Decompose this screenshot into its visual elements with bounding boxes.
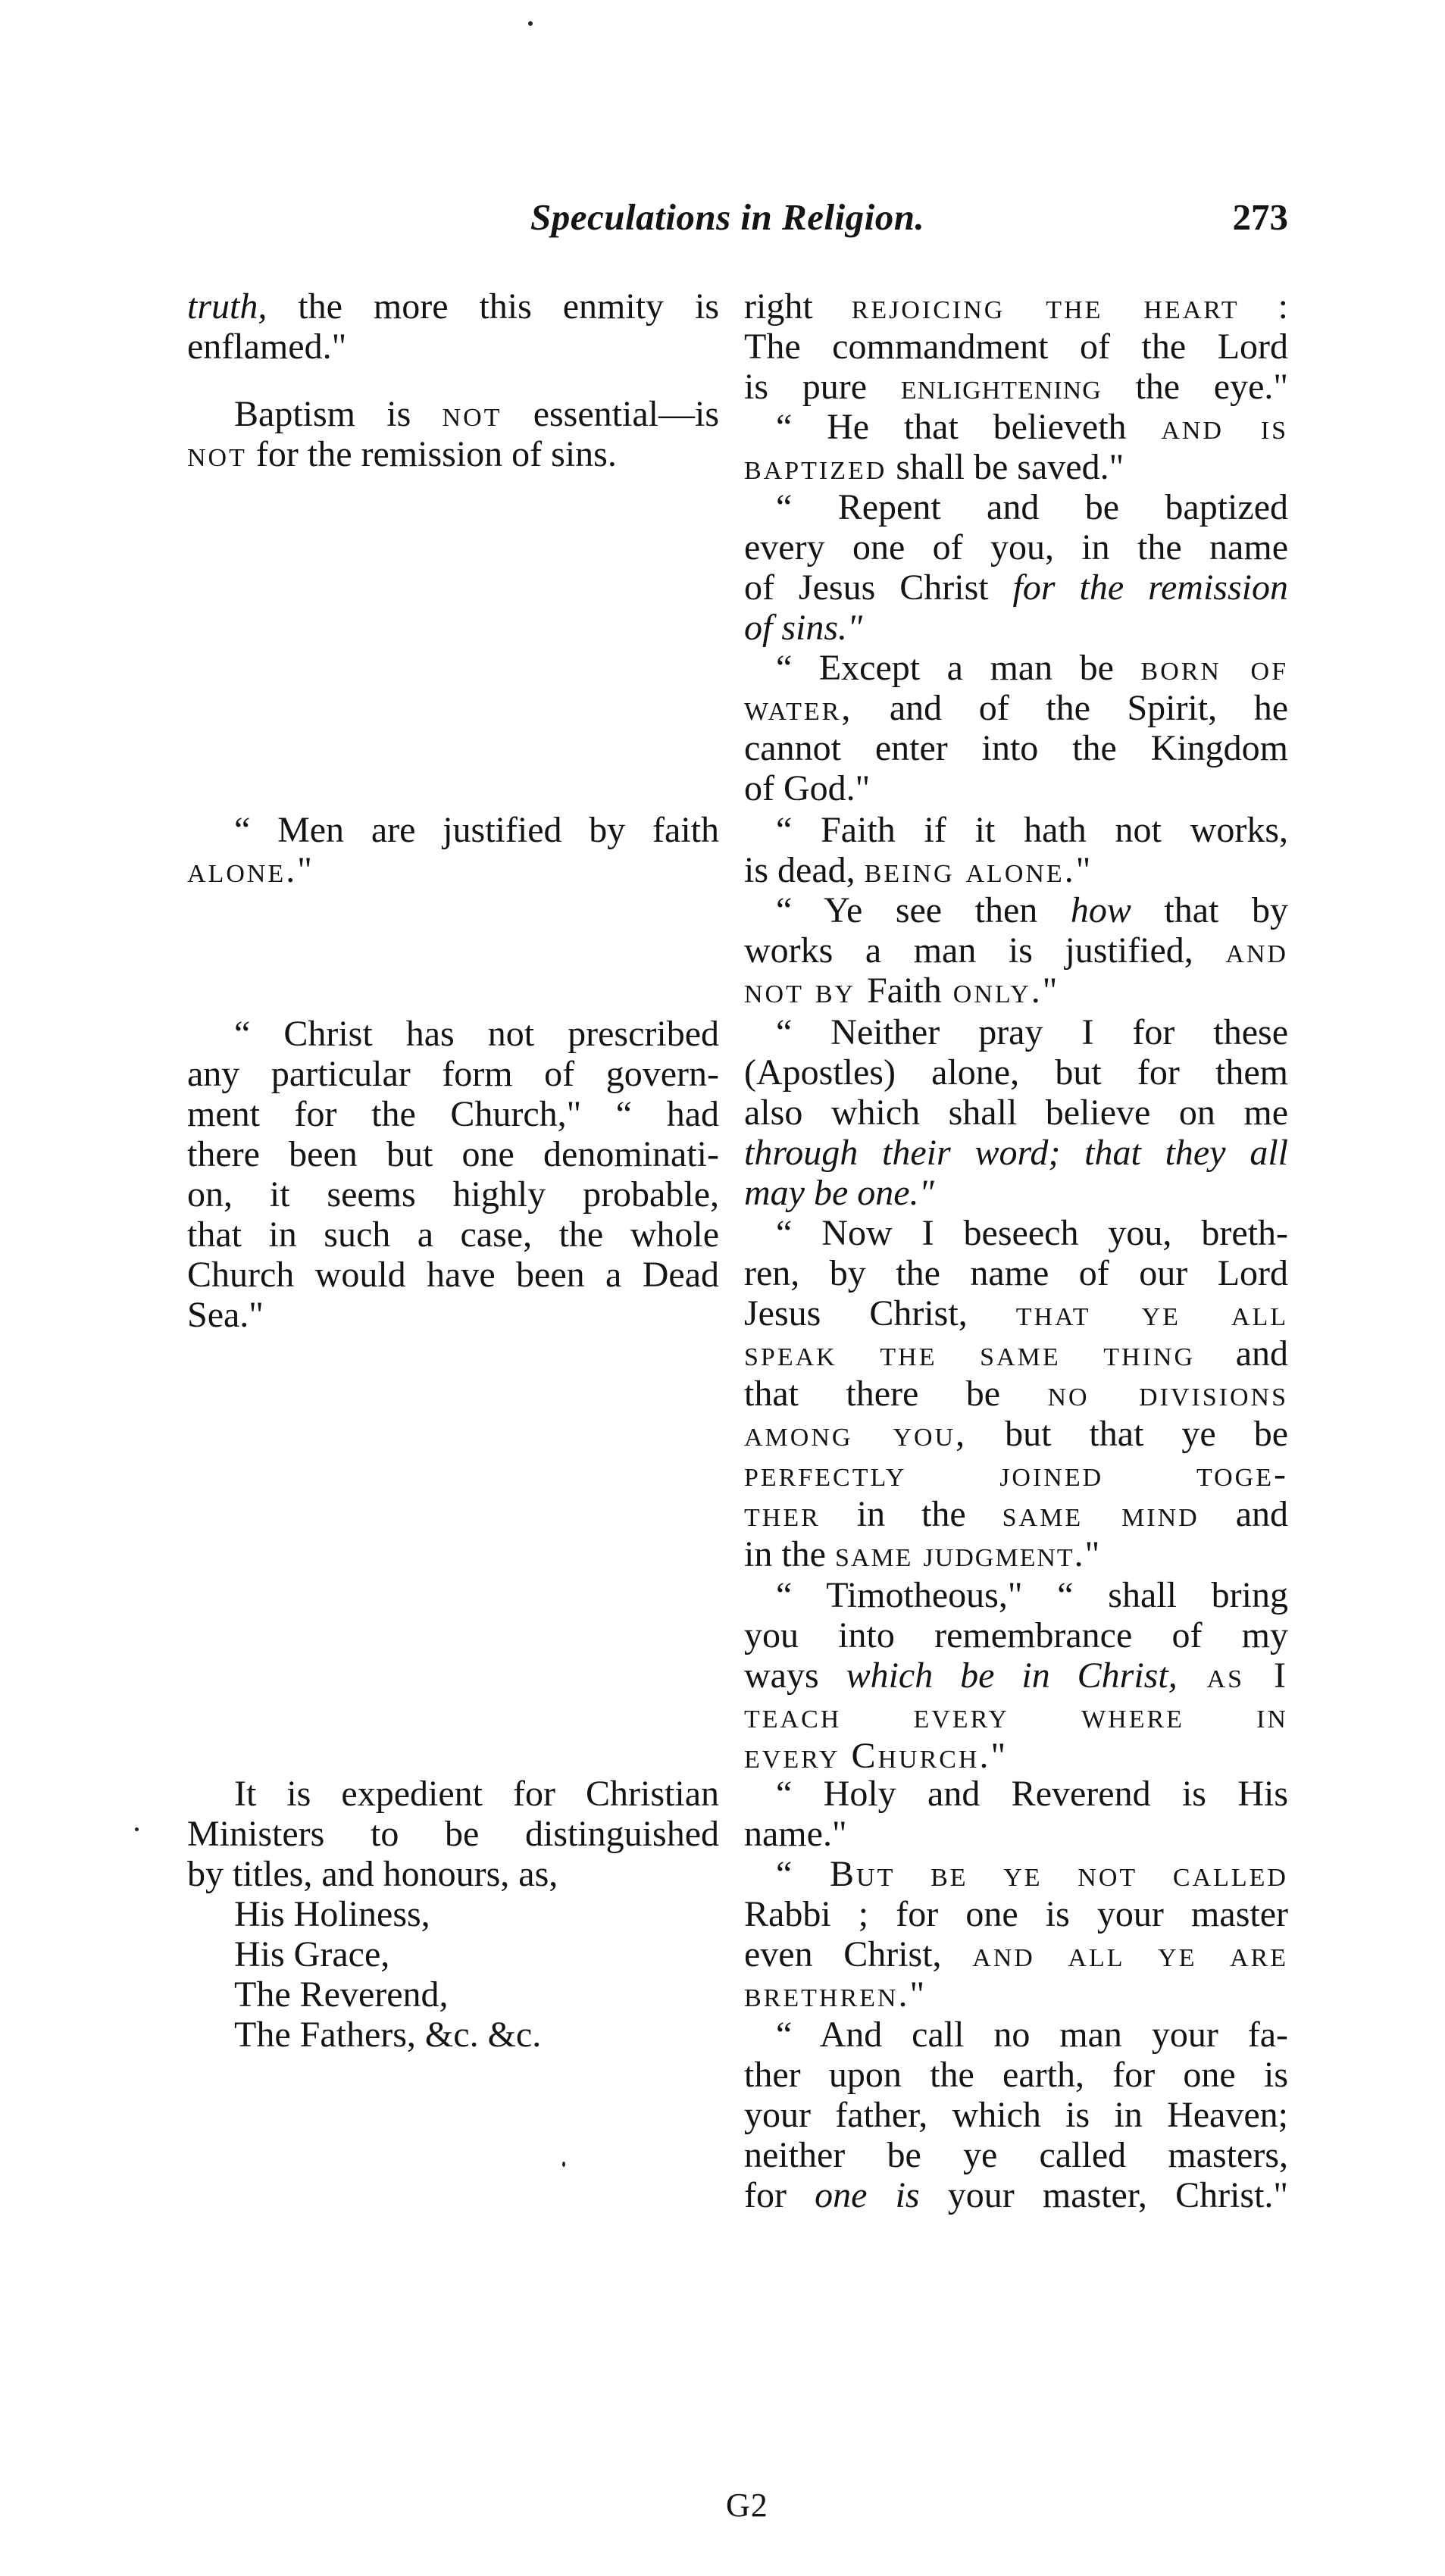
small-caps-text: only." xyxy=(941,971,1060,1011)
text-line: of sins." xyxy=(744,608,863,648)
right-paragraph-call-no-man xyxy=(744,2015,1288,2215)
small-caps-text: not by xyxy=(744,971,868,1011)
text-line xyxy=(744,367,1288,407)
text-line: neither be ye called masters, xyxy=(744,2135,1288,2175)
small-caps-text: every xyxy=(744,1736,852,1776)
text-line xyxy=(744,648,1288,688)
text-line xyxy=(744,1736,1288,1776)
text-line: enflamed." xyxy=(187,327,347,367)
text-line: “ Neither pray I for these xyxy=(776,1012,1288,1052)
plain-text: for xyxy=(744,2175,815,2215)
small-caps-text: speak the same thing xyxy=(744,1333,1196,1374)
text-line xyxy=(744,1414,1288,1454)
small-caps-text: among you, xyxy=(744,1414,968,1454)
page-header xyxy=(182,195,1288,249)
plain-text: that there be xyxy=(744,1374,1048,1414)
text-line: through their word; that they all xyxy=(744,1133,1288,1173)
text-line: “ Christ has not prescribed xyxy=(234,1014,719,1054)
plain-text: shall be saved." xyxy=(887,447,1124,487)
text-line: “ Timotheous," “ shall bring xyxy=(776,1575,1288,1615)
text-line xyxy=(744,971,1288,1011)
text-line xyxy=(744,1655,1288,1696)
titles-list xyxy=(187,1894,719,2055)
list-item: The Fathers, &c. &c. xyxy=(234,2015,542,2055)
text-line: that in such a case, the whole xyxy=(187,1215,719,1255)
text-line: ther upon the earth, for one is xyxy=(744,2055,1288,2095)
left-paragraph-enmity xyxy=(187,286,719,367)
text-line: “ And call no man your fa- xyxy=(776,2015,1288,2055)
text-line xyxy=(744,688,1288,728)
right-paragraph-faith-works xyxy=(744,810,1288,890)
text-line: (Apostles) alone, but for them xyxy=(744,1052,1288,1093)
plain-text: essential—is xyxy=(502,394,719,434)
text-line: The commandment of the Lord xyxy=(744,327,1288,367)
text-line: name." xyxy=(744,1814,847,1854)
plain-text: is dead, xyxy=(744,850,865,890)
text-line: every one of you, in the name xyxy=(744,527,1288,567)
ink-speck xyxy=(135,1827,139,1831)
plain-text: your master, Christ." xyxy=(919,2175,1289,2215)
plain-text: that by xyxy=(1131,890,1288,930)
small-caps-text: enlightening xyxy=(900,367,1102,407)
plain-text: is pure xyxy=(744,367,901,407)
small-caps-text: water, xyxy=(744,688,853,728)
text-line: “ Men are justified by faith xyxy=(234,810,719,850)
plain-text: of Jesus Christ xyxy=(744,567,1013,608)
text-line xyxy=(187,394,719,434)
small-caps-text: born of xyxy=(1140,648,1288,688)
text-line xyxy=(744,1534,1288,1574)
plain-text: works a man is justified, xyxy=(744,930,1226,971)
text-line: of God." xyxy=(744,768,871,808)
text-line xyxy=(744,930,1288,971)
small-caps-text: and xyxy=(1225,930,1288,971)
text-line: Rabbi ; for one is your master xyxy=(744,1894,1288,1934)
plain-text: and xyxy=(1199,1494,1288,1534)
text-line: cannot enter into the Kingdom xyxy=(744,728,1288,768)
left-paragraph-baptism xyxy=(187,394,719,474)
text-line: “ Holy and Reverend is His xyxy=(776,1774,1288,1814)
small-caps-text: baptized xyxy=(744,447,887,487)
plain-text: in the xyxy=(744,1534,835,1574)
page-number: 273 xyxy=(1232,196,1288,238)
text-line: on, it seems highly probable, xyxy=(187,1174,719,1215)
text-line: by titles, and honours, as, xyxy=(187,1854,558,1894)
right-paragraph-repent xyxy=(744,487,1288,648)
right-paragraph-rabbi xyxy=(744,1854,1288,2015)
text-line: “ Faith if it hath not works, xyxy=(776,810,1288,850)
text-line xyxy=(744,2175,1288,2215)
text-line: also which shall believe on me xyxy=(744,1093,1288,1133)
text-line xyxy=(187,286,719,327)
text-line xyxy=(744,1374,1288,1414)
text-line xyxy=(744,567,1288,608)
small-caps-text: not xyxy=(442,394,502,434)
right-paragraph-rejoicing xyxy=(744,286,1288,407)
plain-text: ways xyxy=(744,1655,846,1696)
text-line xyxy=(744,1494,1288,1534)
small-caps-text: not xyxy=(187,434,247,474)
plain-text: and xyxy=(1195,1333,1288,1374)
plain-text: even Christ, xyxy=(744,1934,973,1974)
plain-text: but that ye be xyxy=(967,1414,1289,1454)
plain-text: Baptism is xyxy=(234,394,443,434)
text-line xyxy=(744,850,1288,890)
right-paragraph-beseech xyxy=(744,1213,1288,1574)
plain-text: “ Except a man be xyxy=(776,648,1141,688)
plain-text: for the remission of sins. xyxy=(246,434,617,474)
text-line: ment for the Church," “ had xyxy=(187,1094,719,1134)
signature-mark: G2 xyxy=(726,2487,768,2524)
text-line: “ Repent and be baptized xyxy=(776,487,1288,527)
plain-text: Faith xyxy=(867,971,942,1011)
text-line: brethren." xyxy=(744,1974,927,2015)
running-title: Speculations in Religion. xyxy=(530,196,925,238)
emphasis-text: one is xyxy=(815,2175,920,2215)
text-line: teach every where in xyxy=(744,1696,1288,1736)
small-caps-text: ther xyxy=(744,1494,821,1534)
plain-text: : xyxy=(1239,286,1288,327)
left-paragraph-titles xyxy=(187,1774,719,2055)
text-line: “ Now I beseech you, breth- xyxy=(776,1213,1288,1253)
left-paragraph-justified-by-faith xyxy=(187,810,719,890)
text-line xyxy=(744,1333,1288,1374)
text-line xyxy=(744,407,1288,447)
plain-text: in the xyxy=(820,1494,1002,1534)
right-paragraph-neither-pray xyxy=(744,1012,1288,1213)
ink-speck xyxy=(562,2162,565,2167)
emphasis-text: how xyxy=(1070,890,1131,930)
right-paragraph-holy-reverend xyxy=(744,1774,1288,1854)
right-paragraph-timotheous xyxy=(744,1575,1288,1776)
text-line: Ministers to be distinguished xyxy=(187,1814,719,1854)
right-paragraph-born-of-water xyxy=(744,648,1288,808)
plain-text: “ He that believeth xyxy=(776,407,1162,447)
plain-text: “ Ye see then xyxy=(776,890,1071,930)
text-line xyxy=(187,434,719,474)
list-item: The Reverend, xyxy=(234,1974,449,2015)
small-caps-text: and all ye are xyxy=(972,1934,1289,1974)
text-line: Church would have been a Dead xyxy=(187,1255,719,1295)
text-line: any particular form of govern- xyxy=(187,1054,719,1094)
plain-text: Jesus Christ, xyxy=(744,1293,1016,1333)
plain-text: and of the Spirit, he xyxy=(852,688,1288,728)
text-line xyxy=(744,890,1288,930)
right-paragraph-ye-see xyxy=(744,890,1288,1011)
plain-text: right xyxy=(744,286,852,327)
list-item: His Grace, xyxy=(234,1934,390,1974)
text-line: there been but one denominati- xyxy=(187,1134,719,1174)
text-line: may be one." xyxy=(744,1173,934,1213)
plain-text: the eye." xyxy=(1101,367,1288,407)
left-paragraph-church-government xyxy=(187,1014,719,1335)
text-line: ren, by the name of our Lord xyxy=(744,1253,1288,1293)
small-caps-text: same judgment." xyxy=(834,1534,1102,1574)
list-item: His Holiness, xyxy=(234,1894,430,1934)
text-line: perfectly joined toge- xyxy=(744,1454,1288,1494)
small-caps-text: Church." xyxy=(851,1736,1009,1776)
ink-speck xyxy=(528,21,533,26)
right-paragraph-believeth xyxy=(744,407,1288,487)
text-line: alone." xyxy=(187,850,314,890)
small-caps-text: as I xyxy=(1177,1655,1288,1696)
text-line xyxy=(744,286,1288,327)
emphasis-text: which be in Christ, xyxy=(846,1655,1178,1696)
small-caps-text: and is xyxy=(1161,407,1288,447)
text-line: It is expedient for Christian xyxy=(234,1774,719,1814)
text-line xyxy=(744,447,1288,487)
text-line xyxy=(744,1293,1288,1333)
small-caps-text: same mind xyxy=(1002,1494,1199,1534)
small-caps-text: no divisions xyxy=(1047,1374,1288,1414)
small-caps-text: rejoicing the heart xyxy=(851,286,1240,327)
text-line: “ But be ye not called xyxy=(776,1854,1288,1894)
emphasis-text: for the remission xyxy=(1012,567,1288,608)
text-line xyxy=(744,1934,1288,1974)
text-line: you into remembrance of my xyxy=(744,1615,1288,1655)
text-line: your father, which is in Heaven; xyxy=(744,2095,1288,2135)
emphasis-text: truth, xyxy=(187,286,267,327)
plain-text: the more this enmity is xyxy=(267,286,719,327)
small-caps-text: being alone." xyxy=(864,850,1093,890)
small-caps-text: that ye all xyxy=(1015,1293,1288,1333)
text-line: Sea." xyxy=(187,1295,264,1335)
